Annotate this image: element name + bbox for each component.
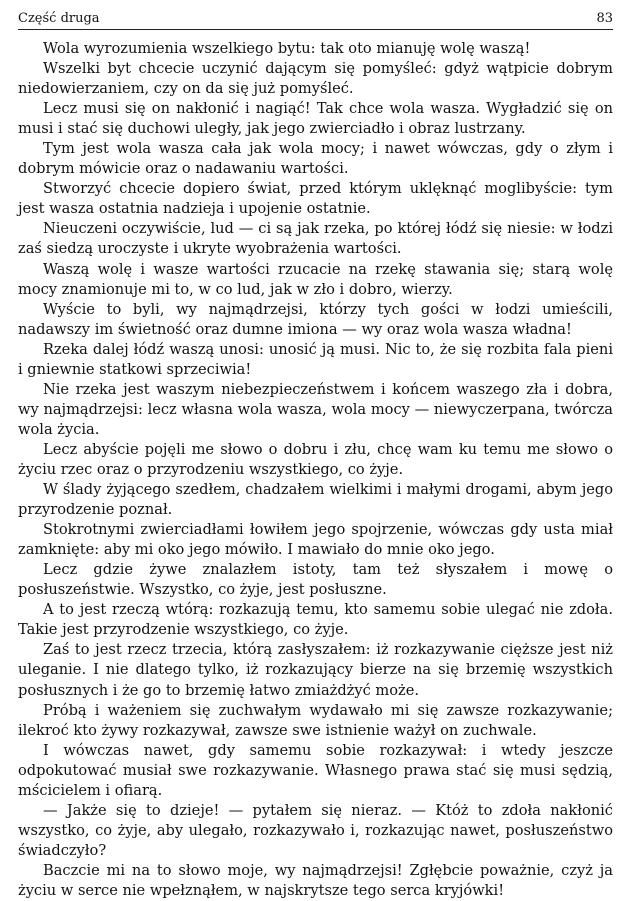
paragraph: Stworzyć chcecie dopiero świat, przed którym uklęknąć moglibyście: tym jest wasza ostatnia nadzieja i upojenie ostatnie. [18,180,613,218]
paragraph: Lecz abyście pojęli me słowo o dobru i złu, chcę wam ku temu me słowo o życiu rzec oraz o przyrodzeniu wszystkiego, co żyje. [18,440,613,478]
paragraph: Baczcie mi na to słowo moje, wy najmądrzejsi! Zgłębcie poważnie, czyż ja życiu w serce nie wpełznąłem, w najskrytsze tego serca kryjówki! [18,861,613,899]
paragraph: — Jakże się to dzieje! — pytałem się nieraz. — Któż to zdoła nakłonić wszystko, co żyje, aby ulegało, rozkazywało i, rozkazując nawet, posłuszeństwo świadczyło? [18,801,613,859]
paragraph: Lecz musi się on nakłonić i nagiąć! Tak chce wola wasza. Wygładzić się on musi i stać się duchowi uległy, jak jego zwierciadło i obraz lustrzany. [18,100,613,138]
paragraph: Wyście to byli, wy najmądrzejsi, którzy tych gości w łodzi umieścili, nadawszy im świetność oraz dumne imiona — wy oraz wola wasza władna! [18,300,613,338]
paragraph: Zaś to jest rzecz trzecia, którą zasłyszałem: iż rozkazywanie cięższe jest niż uleganie. I nie dlatego tylko, iż rozkazujący bierze na się brzemię wszystkich posłusznych i że go to brzemię łatwo zmiażdżyć może. [18,641,613,699]
paragraph: Lecz gdzie żywe znalazłem istoty, tam też słyszałem i mowę o posłuszeństwie. Wszystko, co żyje, jest posłuszne. [18,561,613,599]
header-rule [18,29,613,30]
body-text [18,39,613,901]
paragraph: Rzeka dalej łódź waszą unosi: unosić ją musi. Nic to, że się rozbita fala pieni i gniewnie statkowi sprzeciwia! [18,340,613,378]
paragraph: Tym jest wola wasza cała jak wola mocy; i nawet wówczas, gdy o złym i dobrym mówicie oraz o nadawaniu wartości. [18,140,613,178]
paragraph: Waszą wolę i wasze wartości rzucacie na rzekę stawania się; starą wolę mocy znamionuje mi to, w co lud, jak w zło i dobro, wierzy. [18,260,613,298]
paragraph: Nieuczeni oczywiście, lud — ci są jak rzeka, po której łódź się niesie: w łodzi zaś siedzą uroczyste i ukryte wyobrażenia wartości. [18,220,613,258]
book-page [18,8,613,901]
page-number: 83 [596,11,613,26]
paragraph: Wola wyrozumienia wszelkiego bytu: tak oto mianuję wolę waszą! [43,40,531,57]
running-head [18,8,613,30]
section-title: Część druga [18,11,100,26]
paragraph: I wówczas nawet, gdy samemu sobie rozkazywał: i wtedy jeszcze odpokutować musiał swe rozkazywanie. Własnego prawa stać się musi sędzią, mścicielem i ofiarą. [18,741,613,799]
paragraph: Wszelki byt chcecie uczynić dającym się pomyśleć: gdyż wątpicie dobrym niedowierzaniem, czy on da się już pomyśleć. [18,60,613,98]
paragraph: Stokrotnymi zwierciadłami łowiłem jego spojrzenie, wówczas gdy usta miał zamknięte: aby mi oko jego mówiło. I mawiało do mnie oko jego. [18,521,613,559]
paragraph: Nie rzeka jest waszym niebezpieczeństwem i końcem waszego zła i dobra, wy najmądrzejsi: lecz własna wola wasza, wola mocy — niewyczerpana, twórcza wola życia. [18,380,613,438]
paragraph: A to jest rzeczą wtórą: rozkazują temu, kto samemu sobie ulegać nie zdoła. Takie jest przyrodzenie wszystkiego, co żyje. [18,601,613,639]
paragraph: Próbą i ważeniem się zuchwałym wydawało mi się zawsze rozkazywanie; ilekroć kto żywy rozkazywał, zawsze swe istnienie ważył on zuchwale. [18,701,613,739]
paragraph: W ślady żyjącego szedłem, chadzałem wielkimi i małymi drogami, abym jego przyrodzenie poznał. [18,481,613,519]
